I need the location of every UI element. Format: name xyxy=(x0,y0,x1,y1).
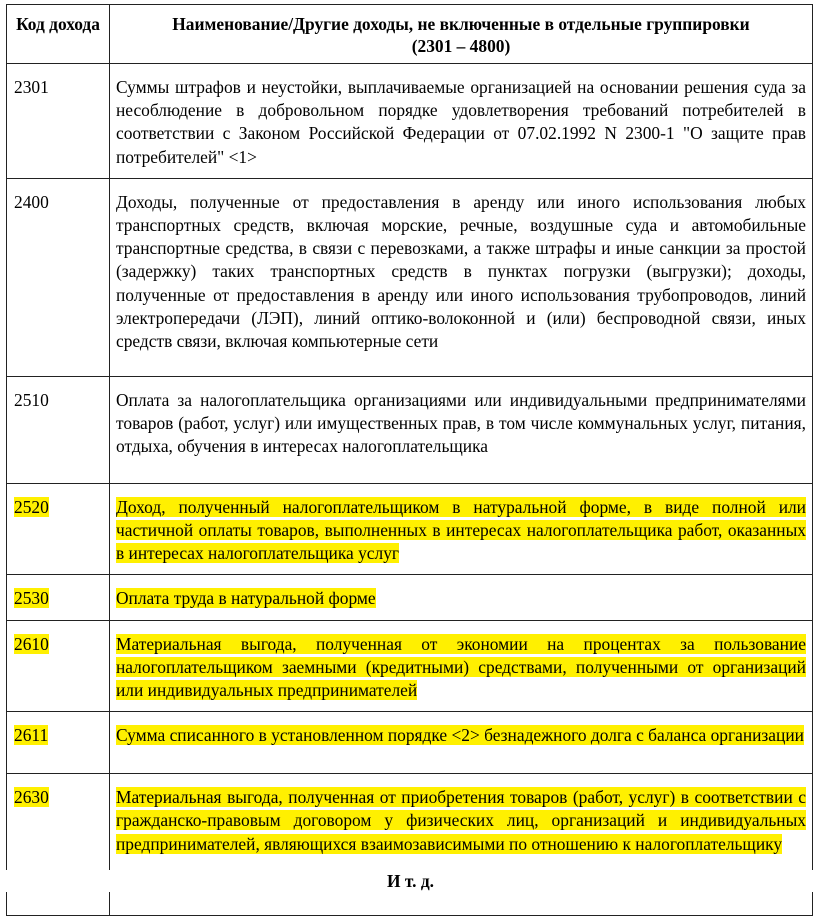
row-description: Материальная выгода, полученная от приобретения товаров (работ, услуг) в соответствии с гражданско-правовым договором у физических лиц, организаций и индивидуальных предпринимателей, являющихся взаимозависимыми по отношению к налогоплательщику xyxy=(116,787,806,854)
row-code-cell xyxy=(7,712,110,774)
row-code-cell xyxy=(7,178,110,376)
table-row xyxy=(7,178,813,376)
row-desc-cell xyxy=(110,575,813,620)
row-code: 2301 xyxy=(14,77,49,97)
row-code: 2530 xyxy=(14,588,49,609)
row-code: 2630 xyxy=(14,787,49,808)
table-continuation-note: И т. д. xyxy=(0,870,821,892)
row-description: Оплата труда в натуральной форме xyxy=(116,588,376,609)
header-code: Код дохода xyxy=(7,5,110,64)
table-header-row xyxy=(7,5,813,64)
row-code-cell xyxy=(7,483,110,575)
header-name-line2: (2301 – 4800) xyxy=(411,36,511,56)
row-code: 2610 xyxy=(14,633,49,654)
table-row-highlighted xyxy=(7,483,813,575)
header-name-line1: Наименование/Другие доходы, не включенные в отдельные группировки xyxy=(172,14,750,34)
table-row-highlighted xyxy=(7,712,813,774)
table-row-highlighted xyxy=(7,575,813,620)
row-desc-cell xyxy=(110,712,813,774)
row-description: Доходы, полученные от предоставления в аренду или иного использования любых транспортных средств, включая морские, речные, воздушные суда и автомобильные транспортные средства, в связи с перевозками, а также штрафы и иные санкции за простой (задержку) таких транспортных средств в пунктах погрузки (выгрузки); доходы, полученные от предоставления в аренду или иного использования трубопроводов, линий электропередачи (ЛЭП), линий оптико-волоконной и (или) беспроводной связи, иных средств связи, включая компьютерные сети xyxy=(116,191,806,352)
row-code-cell xyxy=(7,575,110,620)
row-desc-cell xyxy=(110,64,813,179)
row-description: Доход, полученный налогоплательщиком в натуральной форме, в виде полной или частичной оплаты товаров, выполненных в интересах налогоплательщика работ, оказанных в интересах налогоплательщика услуг xyxy=(116,496,806,564)
row-description: Оплата за налогоплательщика организациями или индивидуальными предпринимателями товаров (работ, услуг) или имущественных прав, в том числе коммунальных услуг, питания, отдыха, обучения в интересах налогоплательщика xyxy=(116,389,806,457)
row-code: 2611 xyxy=(14,725,49,746)
table-row xyxy=(7,64,813,179)
table-row-highlighted xyxy=(7,620,813,712)
row-description: Материальная выгода, полученная от экономии на процентах за пользование налогоплательщиком заемными (кредитными) средствами, полученными от организаций или индивидуальных предпринимателей xyxy=(116,633,806,701)
table-row-highlighted xyxy=(7,774,813,916)
row-code-cell xyxy=(7,774,110,916)
row-desc-cell xyxy=(110,620,813,712)
row-code: 2510 xyxy=(14,389,49,410)
table-row xyxy=(7,376,813,483)
row-code-cell xyxy=(7,376,110,483)
row-desc-cell xyxy=(110,376,813,483)
row-desc-cell xyxy=(110,483,813,575)
row-code: 2520 xyxy=(14,496,49,517)
row-desc-cell xyxy=(110,178,813,376)
row-description: Суммы штрафов и неустойки, выплачиваемые организацией на основании решения суда за несоблюдение в добровольном порядке удовлетворения требований потребителей в соответствии с Законом Российской Федерации от 07.02.1992 N 2300-1 "О защите прав потребителей" <1> xyxy=(116,77,806,167)
row-code: 2400 xyxy=(14,191,49,212)
row-desc-cell xyxy=(110,774,813,916)
row-code-cell xyxy=(7,620,110,712)
income-codes-table xyxy=(6,4,813,916)
row-description: Сумма списанного в установленном порядке <2> безнадежного долга с баланса организации xyxy=(116,725,804,746)
row-code-cell xyxy=(7,64,110,179)
header-name xyxy=(110,5,813,64)
